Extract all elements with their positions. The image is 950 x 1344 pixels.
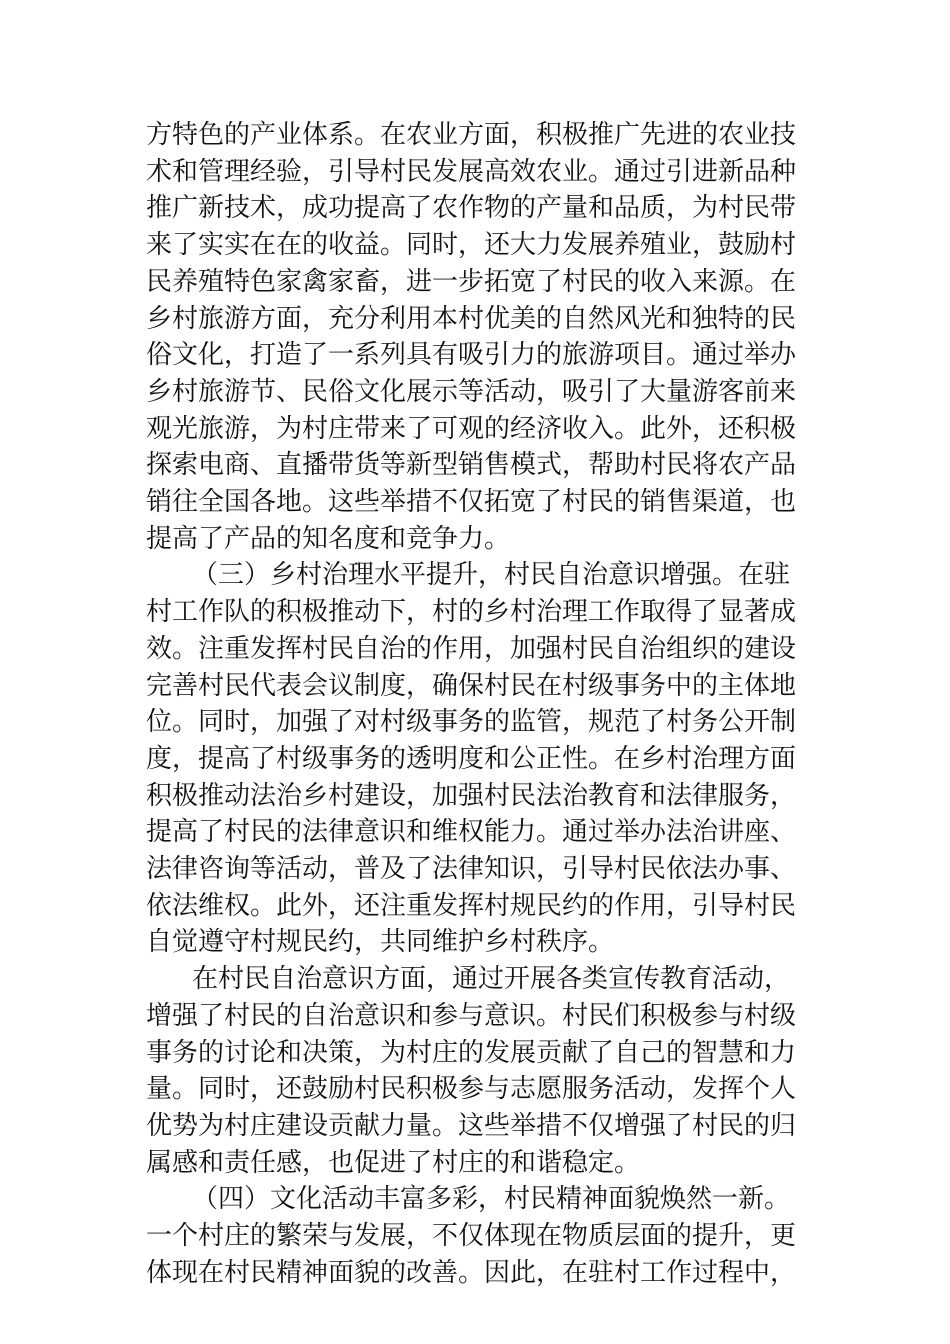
text-line: 提高了产品的知名度和竞争力。 bbox=[146, 523, 511, 554]
text-line: 自觉遵守村规民约，共同维护乡村秩序。 bbox=[146, 927, 615, 958]
text-line: 完善村民代表会议制度，确保村民在村级事务中的主体地 bbox=[146, 670, 797, 701]
text-line: 事务的讨论和决策，为村庄的发展贡献了自己的智慧和力 bbox=[146, 1037, 797, 1068]
paragraph-first-line: （三）乡村治理水平提升，村民自治意识增强。在驻 bbox=[192, 560, 791, 591]
text-line: 乡村旅游方面，充分利用本村优美的自然风光和独特的民 bbox=[146, 303, 797, 334]
body-text bbox=[146, 117, 816, 1292]
text-line: 民养殖特色家禽家畜，进一步拓宽了村民的收入来源。在 bbox=[146, 266, 797, 297]
text-line: 销往全国各地。这些举措不仅拓宽了村民的销售渠道，也 bbox=[146, 487, 797, 518]
text-line: 来了实实在在的收益。同时，还大力发展养殖业，鼓励村 bbox=[146, 230, 797, 261]
text-line: 观光旅游，为村庄带来了可观的经济收入。此外，还积极 bbox=[146, 413, 797, 444]
text-line: 位。同时，加强了对村级事务的监管，规范了村务公开制 bbox=[146, 707, 797, 738]
text-line: 优势为村庄建设贡献力量。这些举措不仅增强了村民的归 bbox=[146, 1110, 797, 1141]
text-line: 俗文化，打造了一系列具有吸引力的旅游项目。通过举办 bbox=[146, 340, 797, 371]
text-line: 量。同时，还鼓励村民积极参与志愿服务活动，发挥个人 bbox=[146, 1074, 797, 1105]
text-line: 体现在村民精神面貌的改善。因此，在驻村工作过程中， bbox=[146, 1257, 797, 1288]
text-line: 效。注重发挥村民自治的作用，加强村民自治组织的建设 bbox=[146, 633, 797, 664]
paragraph-first-line: （四）文化活动丰富多彩，村民精神面貌焕然一新。 bbox=[192, 1184, 791, 1215]
text-line: 方特色的产业体系。在农业方面，积极推广先进的农业技 bbox=[146, 120, 797, 150]
text-line: 推广新技术，成功提高了农作物的产量和品质，为村民带 bbox=[146, 193, 797, 224]
text-line: 术和管理经验，引导村民发展高效农业。通过引进新品种 bbox=[146, 156, 797, 187]
text-line: 法律咨询等活动，普及了法律知识，引导村民依法办事、 bbox=[146, 854, 797, 885]
text-line: 探索电商、直播带货等新型销售模式，帮助村民将农产品 bbox=[146, 450, 797, 481]
text-line: 依法维权。此外，还注重发挥村规民约的作用，引导村民 bbox=[146, 890, 797, 921]
text-line: 属感和责任感，也促进了村庄的和谐稳定。 bbox=[146, 1147, 641, 1178]
text-line: 一个村庄的繁荣与发展，不仅体现在物质层面的提升，更 bbox=[146, 1221, 797, 1252]
text-line: 增强了村民的自治意识和参与意识。村民们积极参与村级 bbox=[146, 1000, 797, 1031]
paragraph-first-line: 在村民自治意识方面，通过开展各类宣传教育活动， bbox=[192, 964, 791, 995]
text-line: 提高了村民的法律意识和维权能力。通过举办法治讲座、 bbox=[146, 817, 797, 848]
text-line: 村工作队的积极推动下，村的乡村治理工作取得了显著成 bbox=[146, 597, 797, 628]
text-line: 积极推动法治乡村建设，加强村民法治教育和法律服务， bbox=[146, 780, 797, 811]
text-line: 乡村旅游节、民俗文化展示等活动，吸引了大量游客前来 bbox=[146, 376, 797, 407]
text-line: 度，提高了村级事务的透明度和公正性。在乡村治理方面 bbox=[146, 743, 797, 774]
